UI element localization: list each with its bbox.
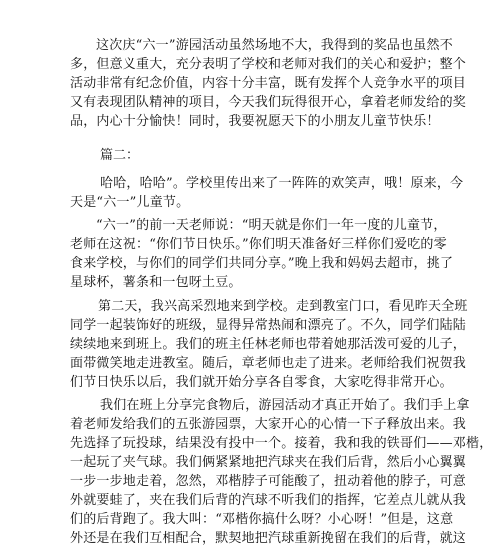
- text-line: 又有表现团队精神的项目，今天我们玩得很开心，拿着老师发给的奖: [70, 95, 467, 110]
- text-line: 活动非常有纪念价值，内容十分丰富，既有发挥个人竞争水平的项目: [70, 76, 467, 91]
- text-line: 食来学校，与你们的同学们共同分享。”晚上我和妈妈去超市，挑了: [70, 256, 454, 271]
- text-line: 哈哈，哈哈”。学校里传出来了一阵阵的欢笑声，哦！原来，今: [100, 176, 464, 191]
- text-line: 星球杯，薯条和一包呀土豆。: [70, 275, 242, 290]
- text-line: 们节日快乐以后，我们就开始分享各自零食，大家吃得非常开心。: [70, 375, 453, 390]
- paragraph-1: [70, 36, 467, 131]
- text-line: 老师在这祝：“你们节日快乐。”你们明天准备好三样你们爱吃的零: [70, 237, 447, 252]
- paragraph-3: [70, 216, 454, 292]
- text-line: 一起玩了夹气球。我们俩紧紧地把汽球夹在我们后背，然后小心翼翼: [70, 455, 467, 470]
- paragraph-4: [70, 297, 468, 392]
- text-line: 面带微笑地走进教室。随后，章老师也走了进来。老师给我们祝贺我: [70, 356, 467, 371]
- text-line: 续续地来到班上。我们的班主任林老师也带着她那活泼可爱的儿子，: [70, 337, 467, 352]
- section-heading: 篇二：: [100, 148, 140, 163]
- text-line: 品，内心十分愉快！同时，我要祝愿天下的小朋友儿童节快乐！: [70, 114, 440, 129]
- paragraph-5: [70, 396, 493, 548]
- text-line: 们的后背跑了。我大叫：“邓楷你搞什么呀？小心呀！”但是，这意: [70, 512, 454, 527]
- text-line: 这次庆“六一”游园活动虽然场地不大，我得到的奖品也虽然不: [96, 38, 453, 53]
- text-line: 天是“六一”儿童节。: [70, 195, 190, 210]
- text-line: 一步一步地走着，忽然，邓楷脖子可能酸了，扭动着他的脖子，可意: [70, 474, 467, 489]
- text-line: 外就要蛙了，夹在我们后背的汽球不听我们的指挥，它差点儿就从我: [70, 493, 467, 508]
- paragraph-2: [70, 174, 464, 212]
- text-line: 外还是在我们互相配合，默契地把汽球重新挽留在我们的后背，就这: [70, 531, 467, 546]
- text-line: “六一”的前一天老师说：“明天就是你们一年一度的儿童节，: [96, 218, 447, 233]
- text-line: 多，但意义重大，充分表明了学校和老师对我们的关心和爱护；整个: [70, 57, 467, 72]
- text-line: 同学一起装饰好的班级，显得异常热闹和漂亮了。不久，同学们陆陆: [70, 318, 467, 333]
- text-line: 我们在班上分享完食物后，游园活动才真正开始了。我们手上拿: [100, 398, 470, 413]
- text-line: 着老师发给我们的五张游园票，大家开心的心情一下子释放出来。我: [70, 417, 467, 432]
- text-line: 第二天，我兴高采烈地来到学校。走到教室门口，看见昨天全班: [98, 299, 468, 314]
- text-line: 先选择了玩投球，结果没有投中一个。接着，我和我的铁哥们——邓楷，: [70, 436, 493, 451]
